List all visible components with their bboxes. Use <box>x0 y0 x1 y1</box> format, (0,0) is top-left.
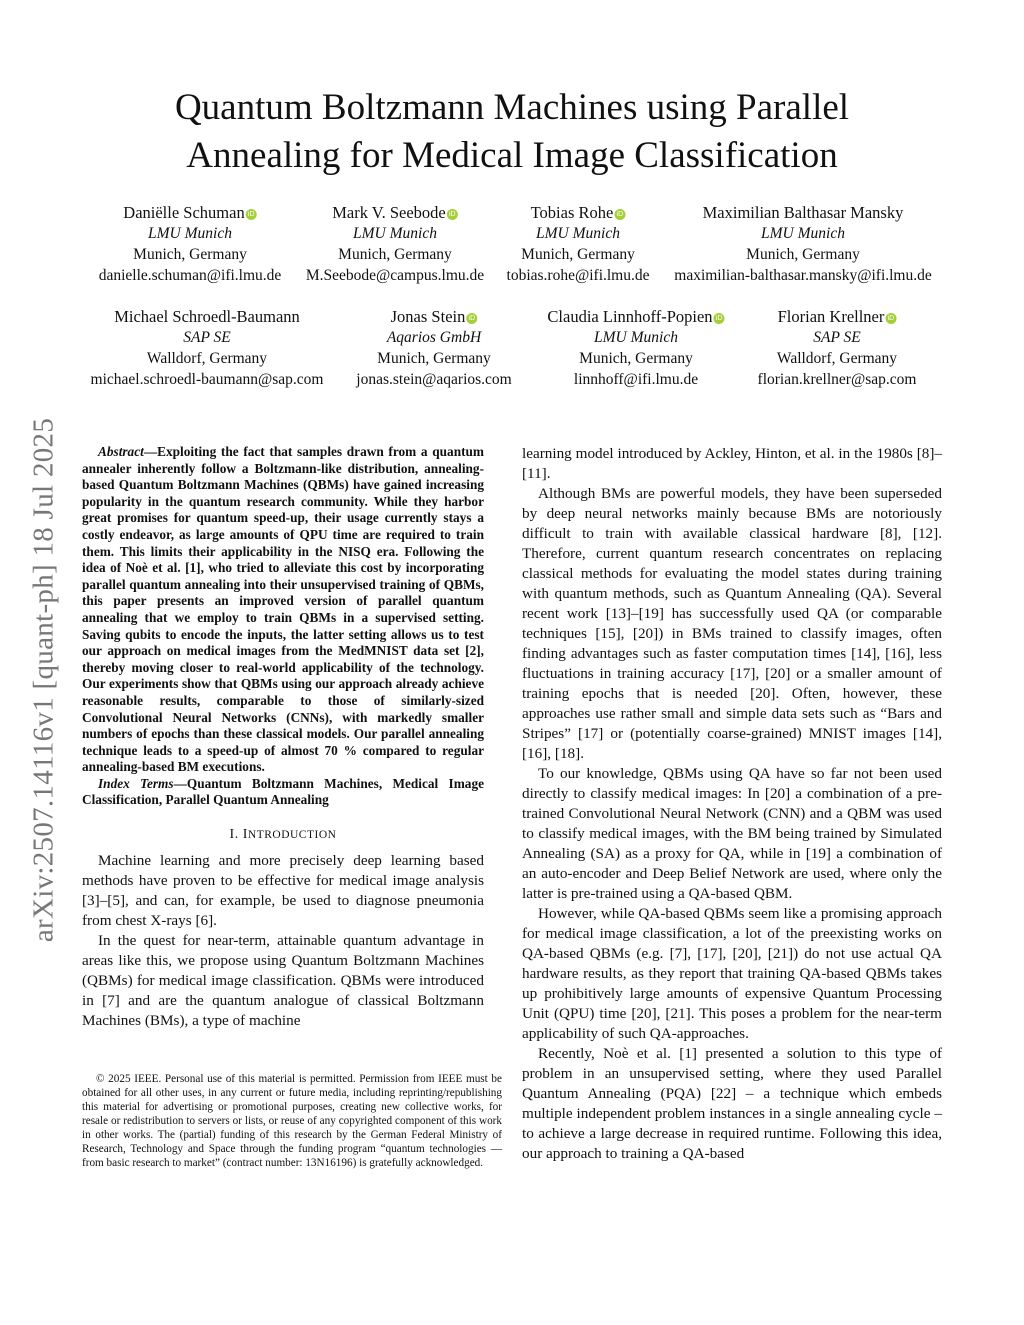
body-paragraph: Machine learning and more precisely deep learning based methods have proven to be effective for medical image analysis [3]–[5], and can, for example, be used to diagnose pneumonia from chest X-rays [6]. <box>82 852 484 930</box>
author-name: Jonas Stein <box>390 307 466 326</box>
author-affiliation: LMU Munich <box>148 225 232 242</box>
author-location: Munich, Germany <box>746 246 860 263</box>
paper-title <box>100 84 924 180</box>
authors-row-2 <box>60 306 964 396</box>
author-affiliation: LMU Munich <box>761 225 845 242</box>
author-name: Florian Krellner <box>777 307 885 326</box>
orcid-icon[interactable]: iD <box>447 209 458 220</box>
author-block <box>547 306 724 390</box>
author-email: michael.schroedl-baumann@sap.com <box>90 371 324 388</box>
section-heading-introduction: I. INTRODUCTION <box>229 827 337 843</box>
authors-row-1 <box>60 202 964 292</box>
author-email: tobias.rohe@ifi.lmu.de <box>506 267 650 284</box>
body-paragraph: However, while QA-based QBMs seem like a promising approach for medical image classification, a lot of the preexisting works on QA-based QBMs (e.g. [7], [17], [20], [21]) do not use actual QA hardware results, as they report that training QA-based QBMs takes up prohibitively large amounts of expensive Quantum Processing Unit (QPU) time [20], [21]. This poses a problem for the near-term applicability of such QA-approaches. <box>522 905 942 1042</box>
author-name: Michael Schroedl-Baumann <box>114 307 300 326</box>
author-location: Munich, Germany <box>338 246 452 263</box>
author-block <box>306 202 484 286</box>
author-block <box>674 202 931 286</box>
body-paragraph: To our knowledge, QBMs using QA have so far not been used directly to classify medical images: In [20] a combination of a pre-trained Convolutional Neural Network (CNN) and a QBM was used to classify medical images, with the BM being trained by Simulated Annealing (SA) as a proxy for QA, while in [19] a combination of an auto-encoder and Deep Belief Network are used, where only the latter is pre-trained using a QA-based QBM. <box>522 765 942 902</box>
author-affiliation: Aqarios GmbH <box>386 329 482 346</box>
author-block <box>99 202 282 286</box>
author-name: Tobias Rohe <box>530 203 614 222</box>
author-location: Walldorf, Germany <box>146 350 268 367</box>
arxiv-identifier: arXiv:2507.14116v1 [quant-ph] 18 Jul 2025 <box>27 417 60 943</box>
author-name: Daniëlle Schuman <box>123 203 245 222</box>
author-email: maximilian-balthasar.mansky@ifi.lmu.de <box>674 267 932 284</box>
body-paragraph: learning model introduced by Ackley, Hinton, et al. in the 1980s [8]–[11]. <box>522 445 942 482</box>
author-email: M.Seebode@campus.lmu.de <box>305 267 485 284</box>
author-email: jonas.stein@aqarios.com <box>356 371 512 388</box>
author-block <box>507 202 650 286</box>
abstract-lead: Abstract <box>98 444 144 459</box>
body-paragraph: Although BMs are powerful models, they have been superseded by deep neural networks mainly because BMs are notoriously difficult to train with available classical hardware [8], [12]. Therefore, current quantum research concentrates on replacing classical methods for evaluating the model states during training with quantum methods, such as Quantum Annealing (QA). Several recent work [13]–[19] has successfully used QA (or comparable techniques [15], [20]) in BMs trained to classify images, often finding advantages such as faster computation times [14], [16], less fluctuations in training accuracy [17], [20] or a smaller amount of training epochs that is needed [20]. Often, however, these approaches use rather small and simple data sets such as “Bars and Stripes” [17] or (potentially coarse-grained) MNIST images [14], [16], [18]. <box>522 485 942 762</box>
orcid-icon[interactable]: iD <box>466 313 477 324</box>
index-terms-lead: Index Terms <box>98 775 174 791</box>
author-email: florian.krellner@sap.com <box>757 371 917 388</box>
author-affiliation: SAP SE <box>183 329 231 346</box>
author-location: Walldorf, Germany <box>776 350 898 367</box>
author-block <box>356 306 511 390</box>
author-email: linnhoff@ifi.lmu.de <box>573 371 699 388</box>
index-terms-body: —Quantum Boltzmann Machines, Medical Image Classification, Parallel Quantum Annealing <box>82 775 484 808</box>
author-location: Munich, Germany <box>133 246 247 263</box>
orcid-icon[interactable]: iD <box>885 313 896 324</box>
author-location: Munich, Germany <box>521 246 635 263</box>
author-affiliation: LMU Munich <box>353 225 437 242</box>
orcid-icon[interactable]: iD <box>614 209 625 220</box>
author-block <box>758 306 917 390</box>
copyright-footnote: © 2025 IEEE. Personal use of this material is permitted. Permission from IEEE must be obtained for all other uses, in any current or future media, including reprinting/republishing this material for advertising or promotional purposes, creating new collective works, for resale or redistribution to servers or lists, or reuse of any copyrighted component of this work in other works. The (partial) funding of this research by the German Federal Ministry of Research, Technology and Space through the funding program “quantum technologies — from basic research to market” (contract number: 13N16196) is gratefully acknowledged. <box>82 1073 502 1169</box>
author-affiliation: LMU Munich <box>594 329 678 346</box>
author-name: Maximilian Balthasar Mansky <box>702 203 904 222</box>
title-line-2: Annealing for Medical Image Classification <box>186 135 838 176</box>
body-paragraph: Recently, Noè et al. [1] presented a solution to this type of problem in an unsupervised setting, where they used Parallel Quantum Annealing (PQA) [22] – a technique which embeds multiple independent problem instances in a single annealing cycle – to achieve a large decrease in required runtime. Following this idea, our approach to training a QA-based <box>522 1045 942 1162</box>
author-name: Claudia Linnhoff-Popien <box>547 307 713 326</box>
author-affiliation: SAP SE <box>813 329 861 346</box>
body-paragraph: In the quest for near-term, attainable quantum advantage in areas like this, we propose using Quantum Boltzmann Machines (QBMs) for medical image classification. QBMs were introduced in [7] and are the quantum analogue of classical Boltzmann Machines (BMs), a type of machine <box>82 932 484 1030</box>
author-location: Munich, Germany <box>579 350 693 367</box>
author-location: Munich, Germany <box>377 350 491 367</box>
title-line-1: Quantum Boltzmann Machines using Parallel <box>174 87 850 128</box>
author-email: danielle.schuman@ifi.lmu.de <box>98 267 282 284</box>
author-name: Mark V. Seebode <box>332 203 446 222</box>
abstract-body: —Exploiting the fact that samples drawn from a quantum annealer inherently follow a Boltzmann-like distribution, annealing-based Quantum Boltzmann Machines (QBMs) have gained increasing popularity in the quantum research community. While they harbor great promises for quantum speed-up, their usage currently stays a costly endeavor, as large amounts of QPU time are required to train them. This limits their applicability in the NISQ era. Following the idea of Noè et al. [1], who tried to alleviate this cost by incorporating parallel quantum annealing into their unsupervised training of QBMs, this paper presents an improved version of parallel quantum annealing that we employ to train QBMs in a supervised setting. Saving qubits to encode the inputs, the latter setting allows us to test our approach on medical images from the MedMNIST data set [2], thereby moving closer to real-world applicability of the technology. Our experiments show that QBMs using our approach already achieve reasonable results, comparable to those of similarly-sized Convolutional Neural Networks (CNNs), with markedly smaller numbers of epochs than these classical models. Our parallel annealing technique leads to a speed-up of almost 70 % compared to regular annealing-based BM executions. <box>82 444 484 775</box>
orcid-icon[interactable]: iD <box>714 313 725 324</box>
left-column <box>82 444 484 1031</box>
abstract <box>82 444 484 776</box>
right-column <box>522 444 942 1164</box>
author-block <box>91 306 324 390</box>
author-affiliation: LMU Munich <box>536 225 620 242</box>
orcid-icon[interactable]: iD <box>246 209 257 220</box>
index-terms <box>82 776 484 809</box>
